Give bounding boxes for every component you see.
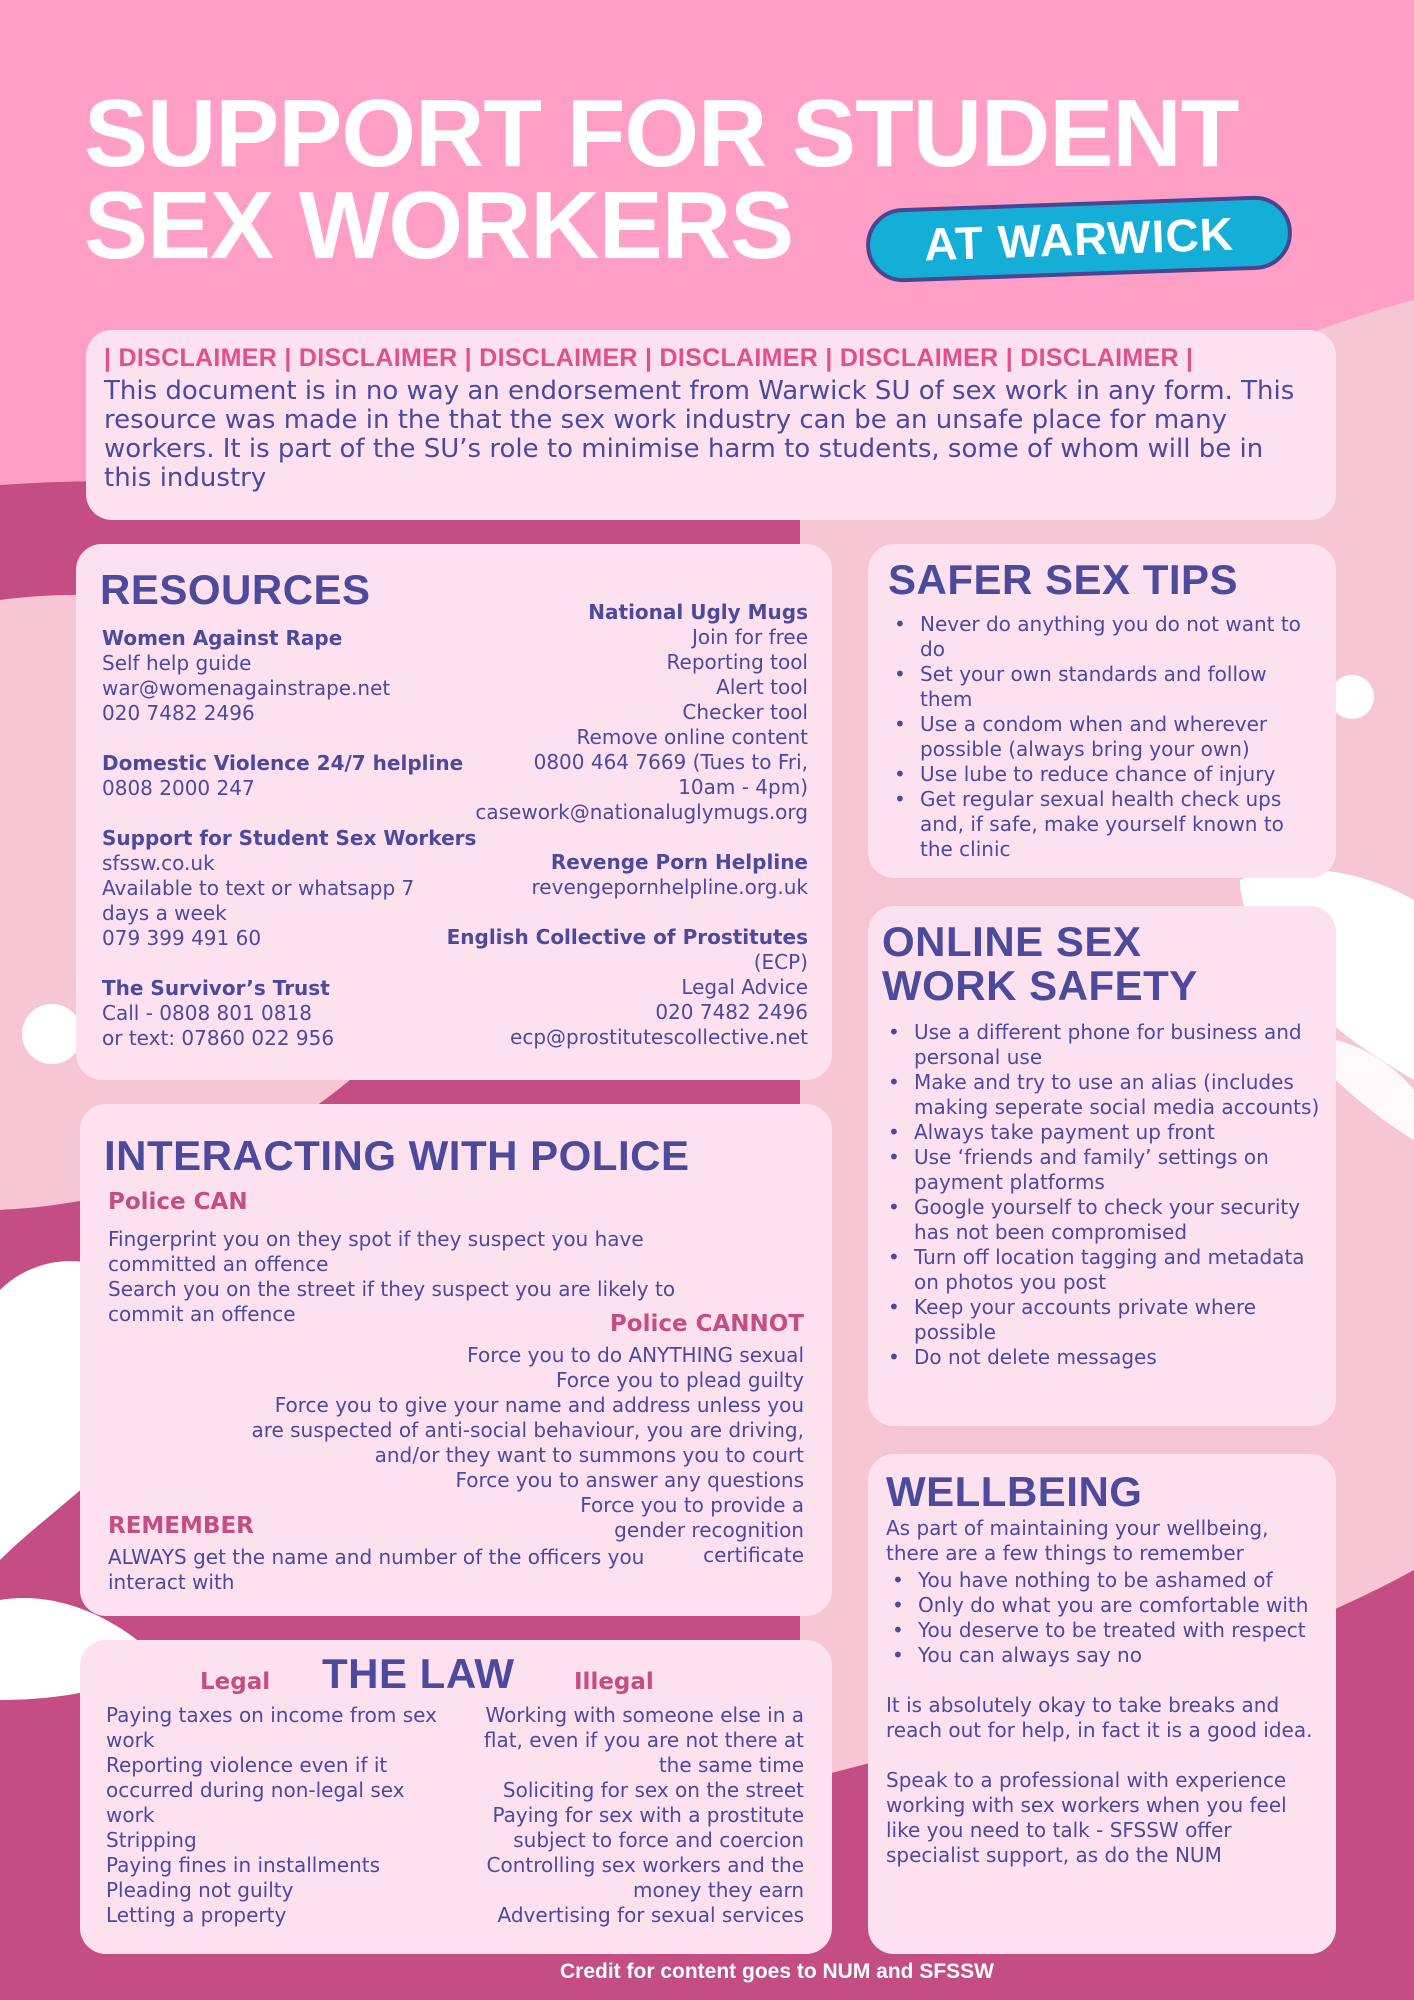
police-card (80, 1104, 832, 1616)
resource-line: Available to text or whatsapp 7 (102, 876, 415, 900)
law-card (80, 1640, 832, 1954)
resources-right-column (388, 600, 808, 1075)
list-item: • Use a condom when and wherever possible (always bring your own) (888, 712, 1316, 762)
wellbeing-list (886, 1568, 1318, 1668)
police-cannot-item: Force you to provide a gender recognition certificate (580, 1493, 804, 1567)
list-item: • Set your own standards and follow them (888, 662, 1316, 712)
safer-sex-list (888, 612, 1316, 862)
law-illegal-item: Controlling sex workers and the money they earn (486, 1853, 804, 1902)
online-heading-line-2: WORK SAFETY (882, 962, 1198, 1009)
law-legal-item: Reporting violence even if it occurred during non-legal sex work (106, 1753, 405, 1827)
police-can-item: Search you on the street if they suspect you are likely to commit an offence (108, 1277, 676, 1326)
list-item: • Never do anything you do not want to do (888, 612, 1316, 662)
resource-name: Domestic Violence 24/7 helpline (102, 751, 464, 775)
resource-name: English Collective of Prostitutes (446, 925, 808, 949)
police-can-item: Fingerprint you on they spot if they suspect you have committed an offence (108, 1227, 644, 1276)
title-line-1: SUPPORT FOR STUDENT (84, 80, 1239, 187)
online-heading-line-1: ONLINE SEX (882, 918, 1142, 965)
list-item: • You have nothing to be ashamed of (886, 1568, 1318, 1593)
law-legal-item: Paying fines in installments (106, 1853, 381, 1877)
list-item: • You can always say no (886, 1643, 1318, 1668)
resource-line: Join for free (691, 625, 808, 649)
police-heading: INTERACTING WITH POLICE (104, 1132, 690, 1179)
resource-phone: 0808 2000 247 (102, 776, 255, 800)
disclaimer-strip: | DISCLAIMER | DISCLAIMER | DISCLAIMER | DISCLAIMER | DISCLAIMER | DISCLAIMER | (104, 344, 1194, 372)
wellbeing-paragraph-breaks: It is absolutely okay to take breaks and reach out for help, in fact it is a good idea. (886, 1693, 1313, 1742)
police-remember-title: REMEMBER (108, 1513, 254, 1539)
list-item: • Google yourself to check your security has not been compromised (882, 1195, 1322, 1245)
resource-name: Revenge Porn Helpline (550, 850, 808, 874)
list-item: • Only do what you are comfortable with (886, 1593, 1318, 1618)
law-illegal-item: Paying for sex with a prostitute subject to force and coercion (492, 1803, 804, 1852)
law-legal-item: Paying taxes on income from sex work (106, 1703, 437, 1752)
credit-footer: Credit for content goes to NUM and SFSSW (560, 1960, 994, 1983)
online-safety-list (882, 1020, 1322, 1370)
wellbeing-heading: WELLBEING (886, 1468, 1143, 1515)
law-illegal-title: Illegal (574, 1669, 654, 1695)
resource-revenge-porn-helpline (388, 850, 808, 900)
resource-name: National Ugly Mugs (588, 600, 808, 624)
safer-sex-heading: SAFER SEX TIPS (888, 556, 1239, 603)
list-item: • Use lube to reduce chance of injury (888, 762, 1316, 787)
resources-heading: RESOURCES (100, 566, 371, 613)
resource-website-link[interactable]: sfssw.co.uk (102, 851, 215, 875)
resource-line: Reporting tool (666, 650, 808, 674)
resource-line: 10am - 4pm) (678, 775, 808, 799)
list-item: • Do not delete messages (882, 1345, 1322, 1370)
law-legal-title: Legal (200, 1669, 271, 1695)
police-can-title: Police CAN (108, 1189, 248, 1215)
resource-name: The Survivor’s Trust (102, 976, 330, 1000)
police-cannot-item: Force you to answer any questions (455, 1468, 804, 1492)
online-safety-card (868, 906, 1336, 1426)
disclaimer-card (86, 330, 1336, 520)
resource-line: days a week (102, 901, 227, 925)
law-legal-item: Pleading not guilty (106, 1878, 294, 1902)
at-warwick-badge: AT WARWICK (865, 195, 1293, 284)
law-illegal-item: Working with someone else in a flat, even if you are not there at the same time (483, 1703, 804, 1777)
resource-phone: Call - 0808 801 0818 (102, 1001, 312, 1025)
resource-phone: 079 399 491 60 (102, 926, 262, 950)
list-item: • Use ‘friends and family’ settings on payment platforms (882, 1145, 1322, 1195)
resource-line: Checker tool (682, 700, 808, 724)
list-item: • Use a different phone for business and personal use (882, 1020, 1322, 1070)
police-remember-section (108, 1514, 708, 1595)
police-cannot-item: Force you to plead guilty (555, 1368, 804, 1392)
resource-line: Remove online content (576, 725, 808, 749)
law-illegal-item: Advertising for sexual services (497, 1903, 804, 1927)
title-line-2: SEX WORKERS (84, 172, 794, 279)
resource-phone: 0800 464 7669 (Tues to Fri, (533, 750, 808, 774)
resource-name: Women Against Rape (102, 626, 343, 650)
law-illegal-column (464, 1670, 804, 1928)
police-cannot-title: Police CANNOT (609, 1311, 804, 1337)
resource-line: Legal Advice (681, 975, 808, 999)
police-cannot-item: Force you to give your name and address unless you are suspected of anti-social behaviour, you are driving, and/or they want to summons you to court (251, 1393, 804, 1467)
wellbeing-card (868, 1454, 1336, 1954)
wellbeing-intro: As part of maintaining your wellbeing, there are a few things to remember (886, 1516, 1269, 1565)
law-legal-item: Letting a property (106, 1903, 287, 1927)
resource-line: Self help guide (102, 651, 252, 675)
resource-website-link[interactable]: revengepornhelpline.org.uk (531, 875, 808, 899)
resource-line: Alert tool (716, 675, 808, 699)
list-item: • Get regular sexual health check ups and, if safe, make yourself known to the clinic (888, 787, 1316, 862)
resource-email-link[interactable]: ecp@prostitutescollective.net (510, 1025, 808, 1049)
resource-name: Support for Student Sex Workers (102, 826, 477, 850)
list-item: • Make and try to use an alias (includes making seperate social media accounts) (882, 1070, 1322, 1120)
police-remember-text: ALWAYS get the name and number of the officers you interact with (108, 1545, 645, 1594)
list-item: • You deserve to be treated with respect (886, 1618, 1318, 1643)
resource-email-link[interactable]: casework@nationaluglymugs.org (475, 800, 808, 824)
resource-ecp (388, 925, 808, 1050)
list-item: • Keep your accounts private where possible (882, 1295, 1322, 1345)
law-legal-item: Stripping (106, 1828, 197, 1852)
police-cannot-item: Force you to do ANYTHING sexual (467, 1343, 804, 1367)
list-item: • Turn off location tagging and metadata on photos you post (882, 1245, 1322, 1295)
law-heading: THE LAW (322, 1650, 515, 1697)
resource-line: (ECP) (753, 950, 808, 974)
resources-card (76, 544, 832, 1080)
resource-national-ugly-mugs (388, 600, 808, 825)
resource-phone: 020 7482 2496 (102, 701, 255, 725)
law-legal-column (106, 1670, 456, 1928)
online-safety-heading (882, 920, 1322, 1008)
resource-phone: or text: 07860 022 956 (102, 1026, 335, 1050)
safer-sex-card (868, 544, 1336, 878)
law-illegal-item: Soliciting for sex on the street (502, 1778, 804, 1802)
police-can-section (108, 1190, 708, 1327)
list-item: • Always take payment up front (882, 1120, 1322, 1145)
resource-phone: 020 7482 2496 (655, 1000, 808, 1024)
wellbeing-paragraph-professional: Speak to a professional with experience working with sex workers when you feel like you need to talk - SFSSW offer specialist support, as do the NUM (886, 1768, 1287, 1867)
disclaimer-text: This document is in no way an endorsement from Warwick SU of sex work in any form. This resource was made in the that the sex work industry can be an unsafe place for many workers. It is part of the SU’s role to minimise harm to students, some of whom will be in this industry (104, 376, 1295, 493)
resource-email-link[interactable]: war@womenagainstrape.net (102, 676, 391, 700)
